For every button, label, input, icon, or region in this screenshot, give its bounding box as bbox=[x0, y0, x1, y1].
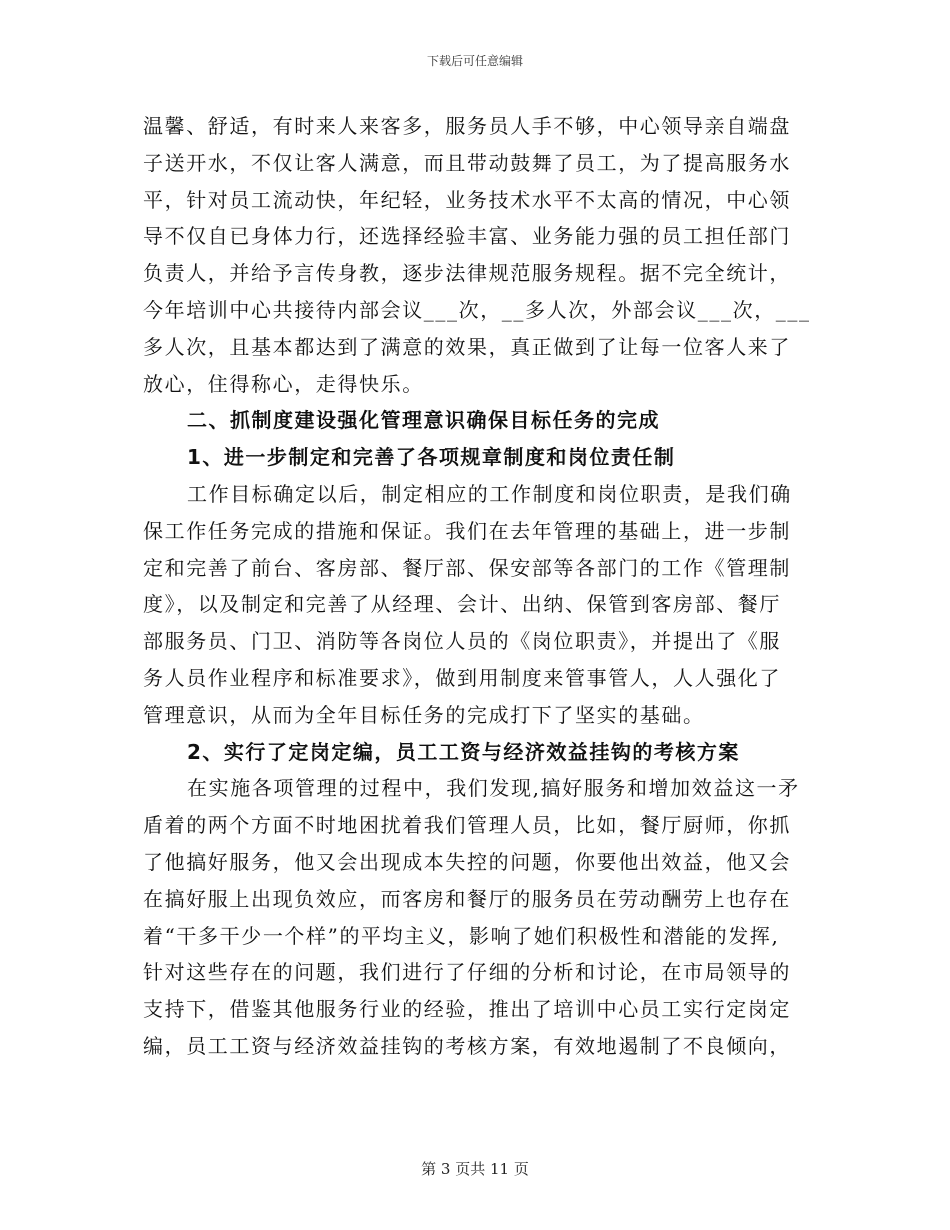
text-line: 平，针对员工流动快，年纪轻，业务技术水平不太高的情况，中心领 bbox=[143, 187, 791, 212]
text-line: 着“干多干少一个样”的平均主义，影响了她们积极性和潜能的发挥, bbox=[143, 923, 780, 948]
subsection-heading: 1、进一步制定和完善了各项规章制度和岗位责任制 bbox=[187, 445, 676, 470]
text-line: 子送开水，不仅让客人满意，而且带动鼓舞了员工，为了提高服务水 bbox=[143, 150, 791, 175]
section-heading: 二、抓制度建设强化管理意识确保目标任务的完成 bbox=[187, 408, 660, 433]
text-line: 今年培训中心共接待内部会议___次，__多人次，外部会议___次，___ bbox=[143, 297, 811, 322]
text-line: 盾着的两个方面不时地困扰着我们管理人员，比如，餐厅厨师，你抓 bbox=[143, 813, 791, 838]
paragraph-first-line: 在实施各项管理的过程中，我们发现,搞好服务和增加效益这一矛 bbox=[187, 776, 800, 801]
page-header: 下载后可任意编辑 bbox=[426, 54, 523, 68]
text-line: 度》，以及制定和完善了从经理、会计、出纳、保管到客房部、餐厅 bbox=[143, 592, 781, 617]
text-line: 负责人，并给予言传身教，逐步法律规范服务规程。据不完全统计， bbox=[143, 261, 791, 286]
subsection-heading: 2、实行了定岗定编，员工工资与经济效益挂钩的考核方案 bbox=[187, 739, 740, 764]
document-body bbox=[143, 108, 811, 1065]
text-line: 部服务员、门卫、消防等各岗位人员的《岗位职责》，并提出了《服 bbox=[143, 629, 781, 654]
text-line: 支持下，借鉴其他服务行业的经验，推出了培训中心员工实行定岗定 bbox=[143, 997, 791, 1022]
text-line: 温馨、舒适，有时来人来客多，服务员人手不够，中心领导亲自端盘 bbox=[143, 114, 791, 138]
text-line: 导不仅自已身体力行，还选择经验丰富、业务能力强的员工担任部门 bbox=[143, 224, 791, 249]
text-line: 管理意识，从而为全年目标任务的完成打下了坚实的基础。 bbox=[143, 702, 705, 727]
page-footer: 第 3 页共 11 页 bbox=[421, 1160, 529, 1178]
text-line: 针对这些存在的问题，我们进行了仔细的分析和讨论，在市局领导的 bbox=[143, 960, 791, 985]
paragraph-first-line: 工作目标确定以后，制定相应的工作制度和岗位职责，是我们确 bbox=[187, 481, 792, 506]
text-line: 保工作任务完成的措施和保证。我们在去年管理的基础上，进一步制 bbox=[143, 518, 791, 543]
text-line: 多人次，且基本都达到了满意的效果，真正做到了让每一位客人来了 bbox=[143, 334, 791, 359]
text-line: 在搞好服上出现负效应，而客房和餐厅的服务员在劳动酬劳上也存在 bbox=[143, 886, 791, 911]
text-line: 放心，住得称心，走得快乐。 bbox=[143, 371, 424, 396]
text-line: 定和完善了前台、客房部、餐厅部、保安部等各部门的工作《管理制 bbox=[143, 555, 791, 580]
text-line: 编，员工工资与经济效益挂钩的考核方案，有效地遏制了不良倾向， bbox=[143, 1033, 791, 1058]
text-line: 务人员作业程序和标准要求》，做到用制度来管事管人，人人强化了 bbox=[143, 665, 781, 690]
text-line: 了他搞好服务，他又会出现成本失控的问题，你要他出效益，他又会 bbox=[143, 849, 791, 874]
